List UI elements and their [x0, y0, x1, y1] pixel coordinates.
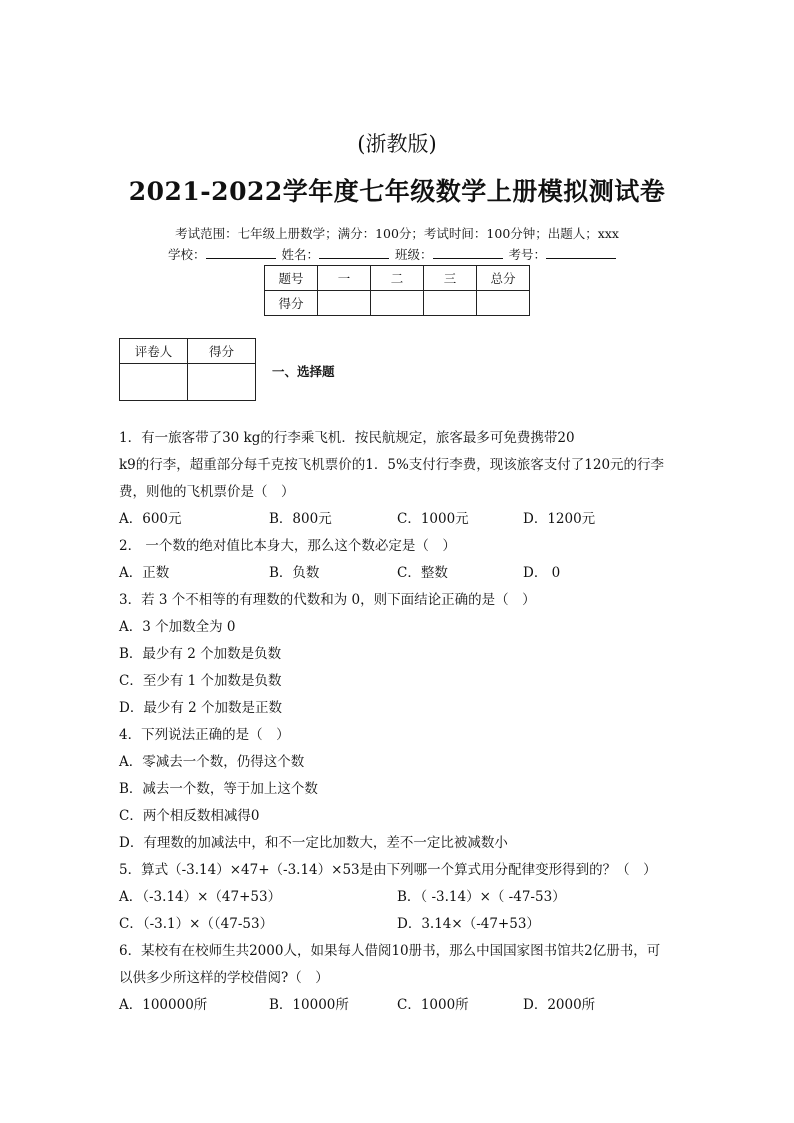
option-d: D．有理数的加减法中，和不一定比加数大，差不一定比被减数小: [119, 835, 508, 851]
grader-entry-cell[interactable]: [120, 364, 188, 401]
option-b: B．800元: [269, 511, 332, 527]
score-table-cell: 一: [318, 266, 371, 291]
grader-score-entry-cell[interactable]: [188, 364, 256, 401]
option-a: A．零减去一个数，仍得这个数: [119, 754, 305, 770]
option-d: D．1200元: [523, 511, 596, 527]
option-c: C．整数: [397, 565, 448, 581]
option-c: C．1000元: [397, 511, 469, 527]
exam-no-label: 考号：: [508, 247, 547, 262]
option-c: C．（-3.1）×（（47-53）: [119, 916, 274, 932]
option-d: D． 0: [523, 565, 561, 581]
option-a: A．（-3.14）×（47+53）: [119, 889, 282, 905]
class-label: 班级：: [395, 247, 433, 262]
option-b: B．减去一个数，等于加上这个数: [119, 781, 318, 797]
grader-table-header-row: [120, 339, 256, 364]
question-text: k9的行李，超重部分每千克按飞机票价的1．5%支付行李费，现该旅客支付了120元的行李: [119, 457, 665, 473]
edition-label: (浙教版): [357, 132, 437, 156]
student-info-fields: [168, 245, 616, 263]
option-a: A．600元: [119, 511, 182, 527]
option-d: D．最少有 2 个加数是正数: [119, 700, 282, 716]
question-text: 2． 一个数的绝对值比本身大，那么这个数必定是（ ）: [119, 538, 456, 554]
school-label: 学校：: [168, 247, 206, 262]
grader-table: [119, 338, 256, 401]
score-entry-cell[interactable]: [318, 291, 371, 316]
score-table-cell: 二: [371, 266, 424, 291]
score-table-header-row: [265, 266, 530, 291]
option-b: B．负数: [269, 565, 320, 581]
section-heading: 一、选择题: [272, 364, 335, 379]
option-a: A．正数: [119, 565, 170, 581]
class-blank[interactable]: [433, 247, 503, 259]
grader-header-cell: 评卷人: [120, 339, 188, 364]
option-c: C．至少有 1 个加数是负数: [119, 673, 282, 689]
name-blank[interactable]: [319, 247, 389, 259]
score-row-label: 得分: [265, 291, 318, 316]
score-table-cell: 题号: [265, 266, 318, 291]
option-c: C．两个相反数相减得0: [119, 808, 260, 824]
option-a: A．100000所: [119, 997, 208, 1013]
exam-info: 考试范围：七年级上册数学；满分：100分；考试时间：100分钟；出题人；xxx: [175, 226, 619, 241]
school-blank[interactable]: [206, 247, 276, 259]
question-text: 1．有一旅客带了30 kg的行李乘飞机．按民航规定，旅客最多可免费携带20: [119, 430, 575, 446]
score-table-cell: 三: [424, 266, 477, 291]
question-text: 4．下列说法正确的是（ ）: [119, 727, 290, 743]
score-entry-cell[interactable]: [371, 291, 424, 316]
question-text: 6．某校有在校师生共2000人，如果每人借阅10册书，那么中国国家图书馆共2亿册书，可: [119, 943, 661, 959]
score-table: [264, 265, 530, 316]
option-b: B．10000所: [269, 997, 349, 1013]
option-b: B．（ -3.14）×（ -47-53）: [397, 889, 566, 905]
question-text: 费，则他的飞机票价是（ ）: [119, 484, 295, 500]
option-d: D．2000所: [523, 997, 596, 1013]
score-table-cell: 总分: [477, 266, 530, 291]
grader-table-entry-row: [120, 364, 256, 401]
grader-header-cell: 得分: [188, 339, 256, 364]
exam-no-blank[interactable]: [546, 247, 616, 259]
option-c: C．1000所: [397, 997, 469, 1013]
question-text: 5．算式（-3.14）×47+（-3.14）×53是由下列哪一个算式用分配律变形得到的？（ ）: [119, 862, 657, 878]
question-text: 3．若 3 个不相等的有理数的代数和为 0，则下面结论正确的是（ ）: [119, 592, 536, 608]
score-entry-cell[interactable]: [424, 291, 477, 316]
option-d: D．3.14×（-47+53）: [397, 916, 540, 932]
question-text: 以供多少所这样的学校借阅?（ ）: [119, 970, 329, 986]
score-entry-cell[interactable]: [477, 291, 530, 316]
option-a: A．3 个加数全为 0: [119, 619, 236, 635]
score-table-score-row: [265, 291, 530, 316]
name-label: 姓名：: [281, 247, 320, 262]
exam-title: 2021-2022学年度七年级数学上册模拟测试卷: [128, 177, 666, 206]
option-b: B．最少有 2 个加数是负数: [119, 646, 282, 662]
